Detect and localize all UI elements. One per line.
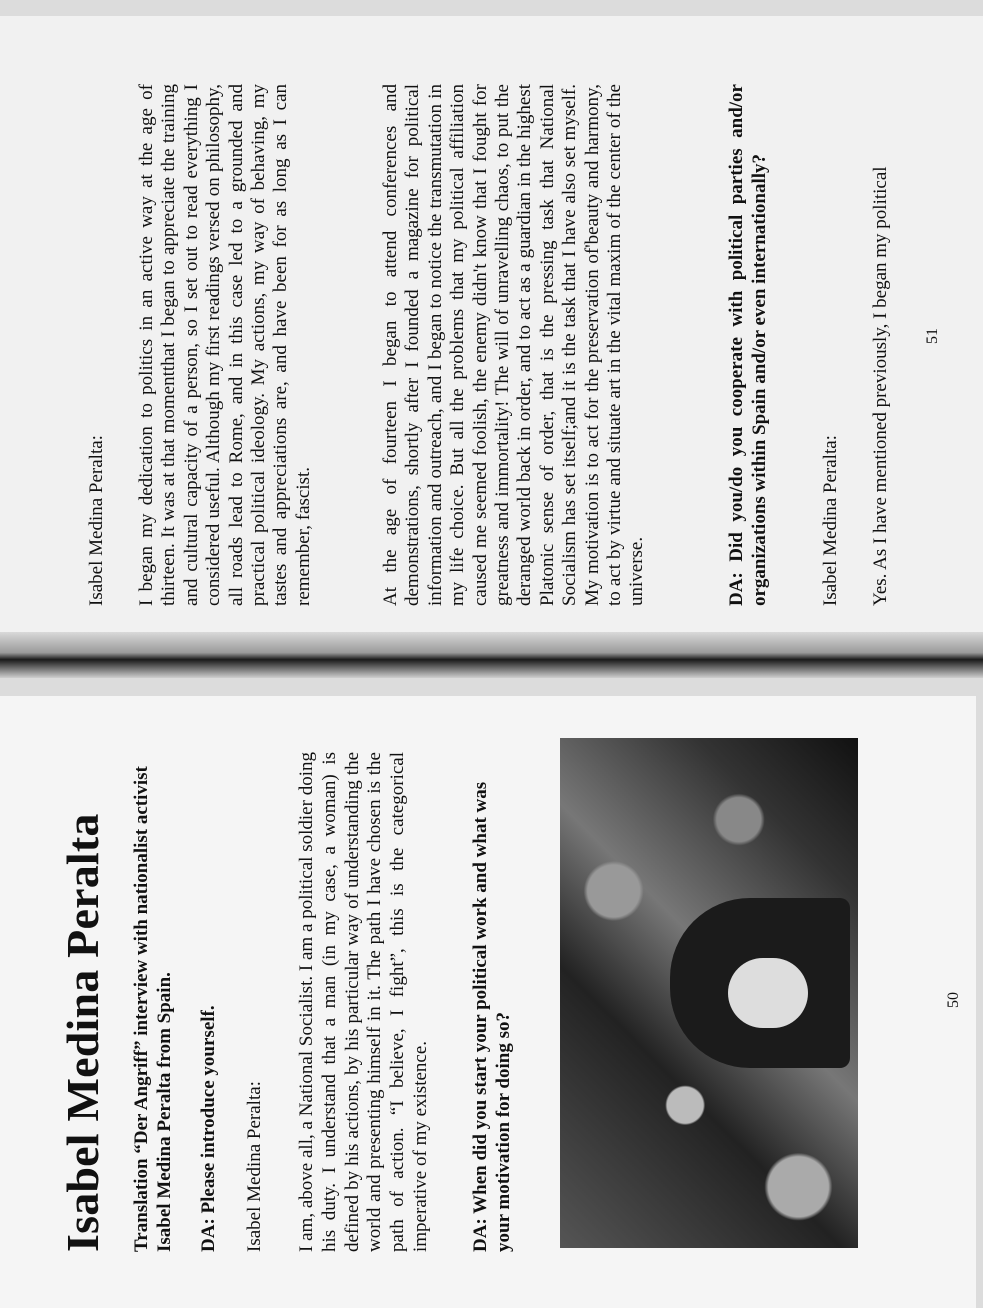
question: DA: When did you start your political work and what was your motivation for doing so? bbox=[470, 781, 514, 1252]
page-number: 50 bbox=[945, 992, 962, 1008]
speaker-label: Isabel Medina Peralta: bbox=[244, 1081, 265, 1252]
answer-paragraph: At the age of fourteen I began to attend conferences and demonstrations, shortly after I founded a magazine for political information and outreach, and I began to notice the transmutation in my life choice. But all the problems that my political affiliation caused me seemed foolish, the enemy didn't know that I fought for greatness and immortality! The will of unravelling chaos, to put the deranged world back in order, and to act as a guardian in the highest Platonic sense of order, that is the pressing task that National Socialism has set itself;and it is the task that I have also set myself. My motivation is to act for the preservation of'beauty and harmony, to act by virtue and situate art in the vital maxim of the center of the universe. bbox=[380, 84, 648, 606]
speaker-label: Isabel Medina Peralta: bbox=[86, 435, 107, 606]
article-subtitle: Translation “Der Angriff” interview with nationalist activist Isabel Medina Peralta from Spain. bbox=[131, 766, 176, 1252]
photograph bbox=[560, 738, 858, 1248]
speaker-label: Isabel Medina Peralta: bbox=[820, 435, 841, 606]
page-50 bbox=[0, 696, 976, 1308]
question: DA: Please introduce yourself. bbox=[198, 1005, 219, 1252]
question: DA: Did you/do you cooperate with political parties and/or organizations within Spain and/or even internationally? bbox=[726, 84, 770, 606]
answer-paragraph: I am, above all, a National Socialist. I am a political soldier doing his duty. I understand that a man (in my case, a woman) is defined by his actions, by his particular way of understanding the world and presenting himself in it. The path I have chosen is the path of action. “I believe, I fight”, this is the categorical imperative of my existence. bbox=[296, 752, 431, 1252]
answer-paragraph: Yes. As I have mentioned previously, I began my political bbox=[870, 166, 891, 606]
article-title: Isabel Medina Peralta bbox=[57, 813, 108, 1252]
answer-paragraph: I began my dedication to politics in an active way at the age of thirteen. It was at that momentthat I began to appreciate the training and cultural capacity of a person, so I set out to read everything I considered useful. Although my first readings versed on philosophy, all roads lead to Rome, and in this case led to a grounded and practical political ideology. My actions, my way of behaving, my tastes and appreciations are, and have been for as long as I can remember, fascist. bbox=[136, 84, 314, 606]
page-51 bbox=[0, 16, 983, 656]
page-number: 51 bbox=[924, 328, 941, 344]
speaker-face bbox=[728, 958, 808, 1028]
book-gutter bbox=[0, 632, 983, 678]
